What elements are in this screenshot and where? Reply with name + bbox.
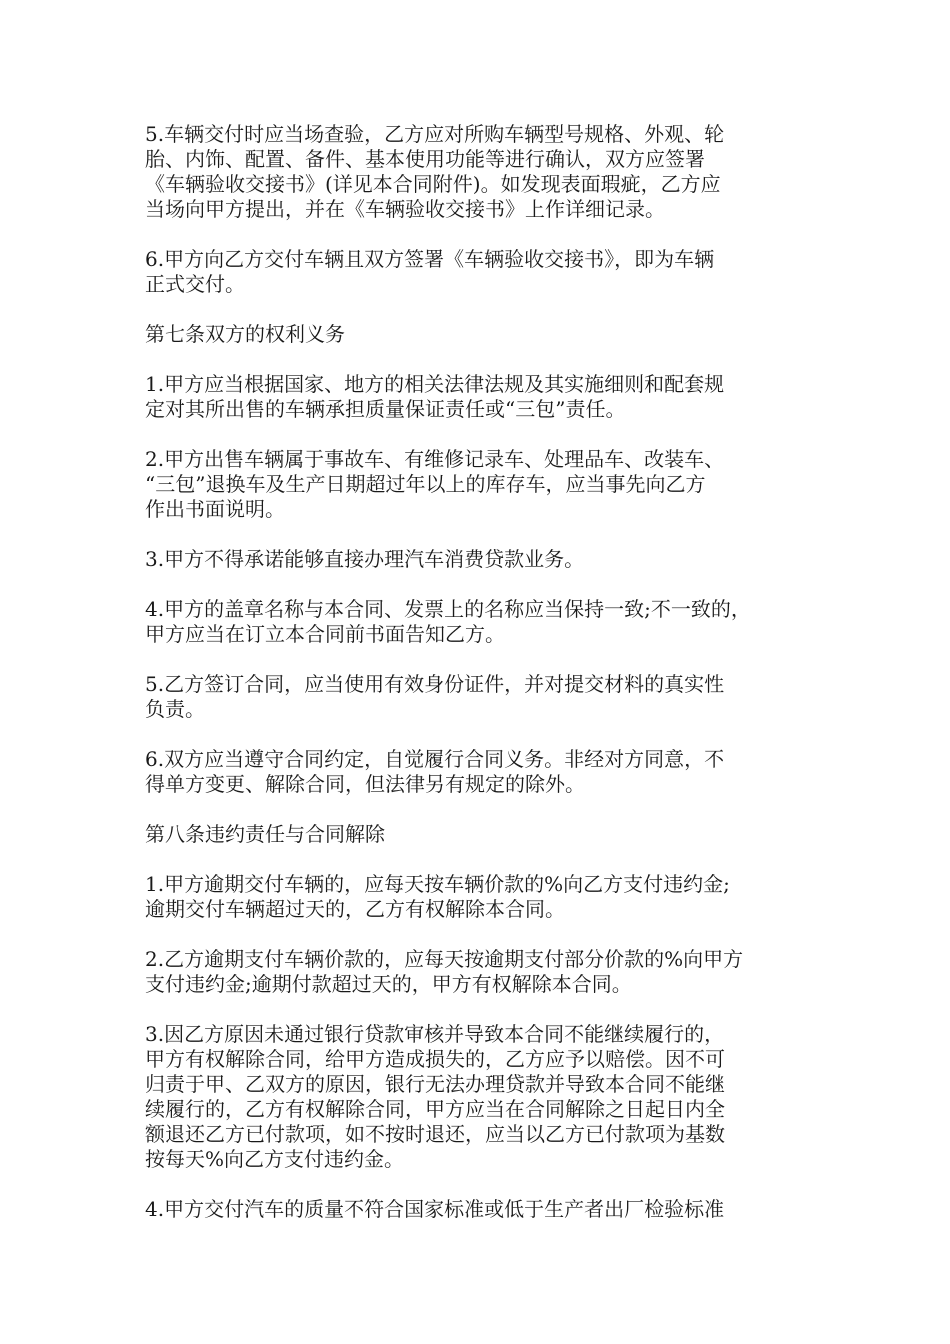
text-line: “三包”退换车及生产日期超过年以上的库存车，应当事先向乙方	[145, 472, 706, 496]
text-line: 归责于甲、乙双方的原因，银行无法办理贷款并导致本合同不能继	[145, 1072, 725, 1096]
text-line: 作出书面说明。	[145, 497, 285, 521]
text-line: 逾期交付车辆超过天的，乙方有权解除本合同。	[145, 897, 565, 921]
text-line: 5.车辆交付时应当场查验，乙方应对所购车辆型号规格、外观、轮	[145, 122, 725, 146]
paragraph	[145, 672, 810, 722]
text-line: 甲方有权解除合同，给甲方造成损失的，乙方应予以赔偿。因不可	[145, 1047, 725, 1071]
text-line: 额退还乙方已付款项，如不按时退还，应当以乙方已付款项为基数	[145, 1122, 725, 1146]
text-line: 按每天%向乙方支付违约金。	[145, 1147, 405, 1171]
text-line: 第八条违约责任与合同解除	[145, 822, 385, 846]
text-line: 2.乙方逾期支付车辆价款的，应每天按逾期支付部分价款的%向甲方	[145, 947, 744, 971]
text-line: 4.甲方交付汽车的质量不符合国家标准或低于生产者出厂检验标准	[145, 1197, 725, 1221]
document-page	[145, 122, 810, 1247]
text-line: 正式交付。	[145, 272, 245, 296]
text-line: 《车辆验收交接书》(详见本合同附件)。如发现表面瑕疵，乙方应	[145, 172, 721, 196]
text-line: 6.双方应当遵守合同约定，自觉履行合同义务。非经对方同意，不	[145, 747, 725, 771]
paragraph	[145, 747, 810, 797]
paragraph	[145, 872, 810, 922]
text-line: 得单方变更、解除合同，但法律另有规定的除外。	[145, 772, 585, 796]
paragraph	[145, 547, 810, 572]
text-line: 甲方应当在订立本合同前书面告知乙方。	[145, 622, 505, 646]
paragraph	[145, 372, 810, 422]
paragraph	[145, 597, 810, 647]
text-line: 3.因乙方原因未通过银行贷款审核并导致本合同不能继续履行的，	[145, 1022, 725, 1046]
text-line: 1.甲方应当根据国家、地方的相关法律法规及其实施细则和配套规	[145, 372, 725, 396]
paragraph	[145, 122, 810, 222]
text-line: 续履行的，乙方有权解除合同，甲方应当在合同解除之日起日内全	[145, 1097, 725, 1121]
paragraph	[145, 1022, 810, 1172]
text-line: 定对其所出售的车辆承担质量保证责任或“三包”责任。	[145, 397, 626, 421]
text-line: 3.甲方不得承诺能够直接办理汽车消费贷款业务。	[145, 547, 585, 571]
text-line: 6.甲方向乙方交付车辆且双方签署《车辆验收交接书》，即为车辆	[145, 247, 715, 271]
paragraph	[145, 247, 810, 297]
text-line: 胎、内饰、配置、备件、基本使用功能等进行确认，双方应签署	[145, 147, 705, 171]
paragraph	[145, 947, 810, 997]
paragraph	[145, 447, 810, 522]
text-line: 5.乙方签订合同，应当使用有效身份证件，并对提交材料的真实性	[145, 672, 725, 696]
paragraph	[145, 822, 810, 847]
text-line: 当场向甲方提出，并在《车辆验收交接书》上作详细记录。	[145, 197, 665, 221]
paragraph	[145, 1197, 810, 1222]
text-line: 负责。	[145, 697, 205, 721]
text-line: 4.甲方的盖章名称与本合同、发票上的名称应当保持一致;不一致的，	[145, 597, 751, 621]
text-line: 第七条双方的权利义务	[145, 322, 345, 346]
text-line: 1.甲方逾期交付车辆的，应每天按车辆价款的%向乙方支付违约金;	[145, 872, 730, 896]
text-line: 支付违约金;逾期付款超过天的，甲方有权解除本合同。	[145, 972, 632, 996]
paragraph	[145, 322, 810, 347]
text-line: 2.甲方出售车辆属于事故车、有维修记录车、处理品车、改装车、	[145, 447, 725, 471]
